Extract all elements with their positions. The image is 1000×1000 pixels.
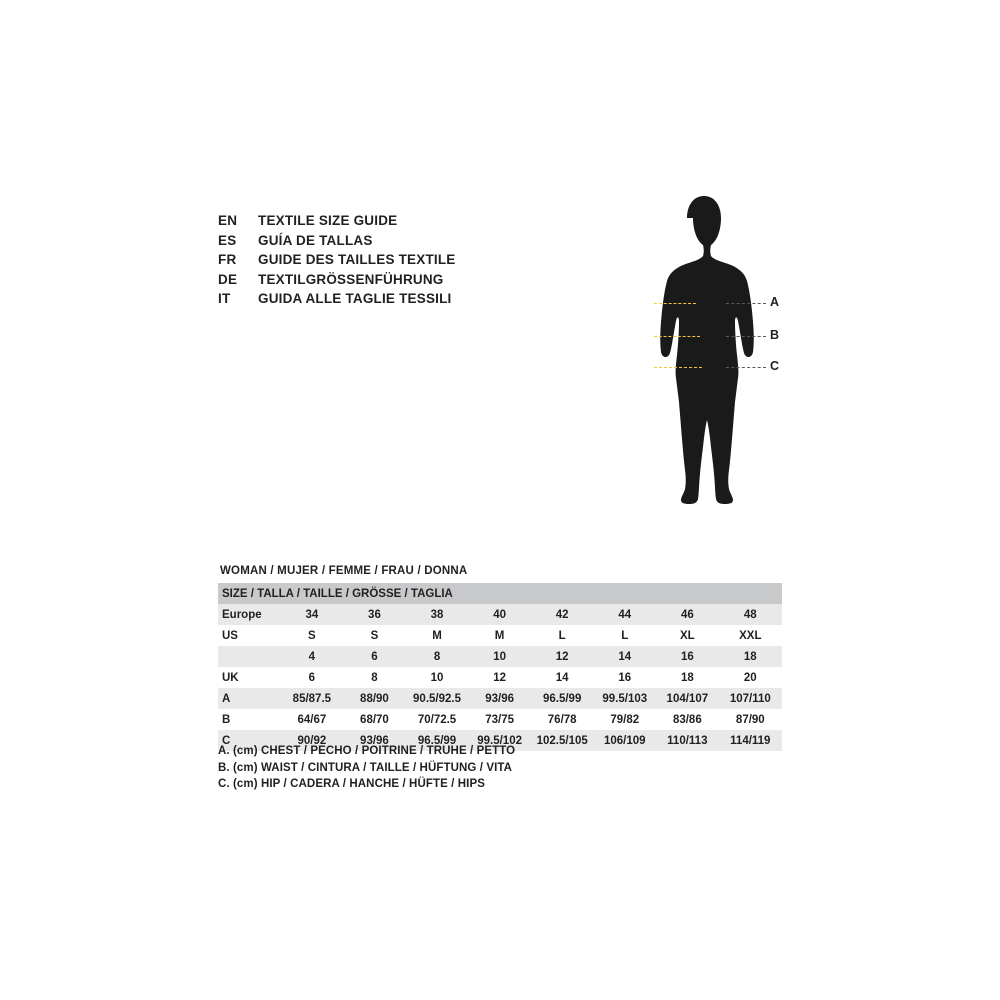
cell: 104/107	[656, 688, 719, 709]
cell: 73/75	[468, 709, 531, 730]
cell: 18	[656, 667, 719, 688]
cell: 96.5/99	[531, 688, 594, 709]
cell: 12	[468, 667, 531, 688]
cell: L	[531, 625, 594, 646]
size-header-label: SIZE / TALLA / TAILLE / GRÖSSE / TAGLIA	[218, 583, 782, 604]
row-label-europe: Europe	[218, 604, 281, 625]
cell: 64/67	[281, 709, 344, 730]
cell: S	[281, 625, 344, 646]
title-text-en: TEXTILE SIZE GUIDE	[258, 213, 398, 228]
title-lang-es: ES	[218, 232, 237, 248]
title-row-en	[218, 213, 558, 233]
size-table	[218, 583, 782, 751]
chest-leader-line	[726, 303, 766, 304]
cell: 18	[719, 646, 782, 667]
title-lang-en: EN	[218, 213, 238, 228]
cell: 6	[281, 667, 344, 688]
table-row	[218, 667, 782, 688]
cell: 16	[656, 646, 719, 667]
cell: 10	[406, 667, 469, 688]
cell: 14	[593, 646, 656, 667]
table-row	[218, 688, 782, 709]
cell: 44	[593, 604, 656, 625]
cell: M	[468, 625, 531, 646]
row-label-b: B	[218, 709, 281, 730]
cell: 99.5/102	[468, 730, 531, 751]
cell: 114/119	[719, 730, 782, 751]
cell: 93/96	[468, 688, 531, 709]
title-text-de: TEXTILGRÖSSENFÜHRUNG	[258, 271, 444, 287]
cell: XL	[656, 625, 719, 646]
waist-marker-label: B	[770, 328, 780, 342]
chest-measure-line	[654, 303, 696, 304]
cell: 36	[343, 604, 406, 625]
woman-silhouette-icon	[630, 195, 790, 580]
title-row-fr	[218, 252, 558, 272]
cell: 20	[719, 667, 782, 688]
cell: 93/96	[343, 730, 406, 751]
cell: XXL	[719, 625, 782, 646]
cell: 88/90	[343, 688, 406, 709]
title-row-es	[218, 233, 558, 253]
cell: 68/70	[343, 709, 406, 730]
cell: 14	[531, 667, 594, 688]
cell: 87/90	[719, 709, 782, 730]
cell: 70/72.5	[406, 709, 469, 730]
table-row	[218, 709, 782, 730]
waist-leader-line	[726, 336, 766, 337]
measurement-legend	[218, 743, 718, 793]
cell: 90/92	[281, 730, 344, 751]
row-label-uk: UK	[218, 667, 281, 688]
cell: 76/78	[531, 709, 594, 730]
legend-line-c: C. (cm) HIP / CADERA / HANCHE / HÜFTE / HIPS	[218, 778, 486, 790]
cell: 99.5/103	[593, 688, 656, 709]
cell: 10	[468, 646, 531, 667]
cell: 48	[719, 604, 782, 625]
cell: 106/109	[593, 730, 656, 751]
title-lang-it: IT	[218, 291, 231, 306]
chest-marker-label: A	[770, 295, 780, 309]
cell: 79/82	[593, 709, 656, 730]
legend-line-b: B. (cm) WAIST / CINTURA / TAILLE / HÜFTUNG / VITA	[218, 761, 513, 774]
title-row-it	[218, 291, 558, 311]
title-text-es: GUÍA DE TALLAS	[258, 232, 373, 248]
title-block	[218, 213, 558, 311]
cell: 16	[593, 667, 656, 688]
title-text-fr: GUIDE DES TAILLES TEXTILE	[258, 252, 456, 267]
legend-line-a: A. (cm) CHEST / PECHO / POITRINE / TRUHE / PETTO	[218, 745, 516, 757]
table-header-row	[218, 583, 782, 604]
title-text-it: GUIDA ALLE TAGLIE TESSILI	[258, 291, 452, 306]
title-lang-de: DE	[218, 271, 238, 287]
cell: 4	[281, 646, 344, 667]
row-label-us-numeric	[218, 646, 281, 667]
cell: 6	[343, 646, 406, 667]
cell: 42	[531, 604, 594, 625]
cell: 102.5/105	[531, 730, 594, 751]
cell: 107/110	[719, 688, 782, 709]
woman-silhouette-figure	[630, 195, 790, 580]
title-row-de	[218, 272, 558, 292]
cell: 34	[281, 604, 344, 625]
cell: M	[406, 625, 469, 646]
cell: S	[343, 625, 406, 646]
row-label-c: C	[218, 730, 281, 751]
row-label-a: A	[218, 688, 281, 709]
cell: 40	[468, 604, 531, 625]
hip-leader-line	[726, 367, 766, 368]
cell: 110/113	[656, 730, 719, 751]
hip-measure-line	[654, 367, 702, 368]
cell: 8	[343, 667, 406, 688]
hip-marker-label: C	[770, 359, 780, 373]
table-row	[218, 625, 782, 646]
cell: 12	[531, 646, 594, 667]
cell: L	[593, 625, 656, 646]
cell: 83/86	[656, 709, 719, 730]
cell: 46	[656, 604, 719, 625]
size-table-section	[218, 565, 782, 751]
title-lang-fr: FR	[218, 252, 237, 267]
cell: 96.5/99	[406, 730, 469, 751]
cell: 38	[406, 604, 469, 625]
waist-measure-line	[654, 336, 700, 337]
table-row	[218, 646, 782, 667]
cell: 8	[406, 646, 469, 667]
cell: 90.5/92.5	[406, 688, 469, 709]
row-label-us: US	[218, 625, 281, 646]
table-row	[218, 604, 782, 625]
cell: 85/87.5	[281, 688, 344, 709]
woman-group-title: WOMAN / MUJER / FEMME / FRAU / DONNA	[220, 565, 468, 577]
